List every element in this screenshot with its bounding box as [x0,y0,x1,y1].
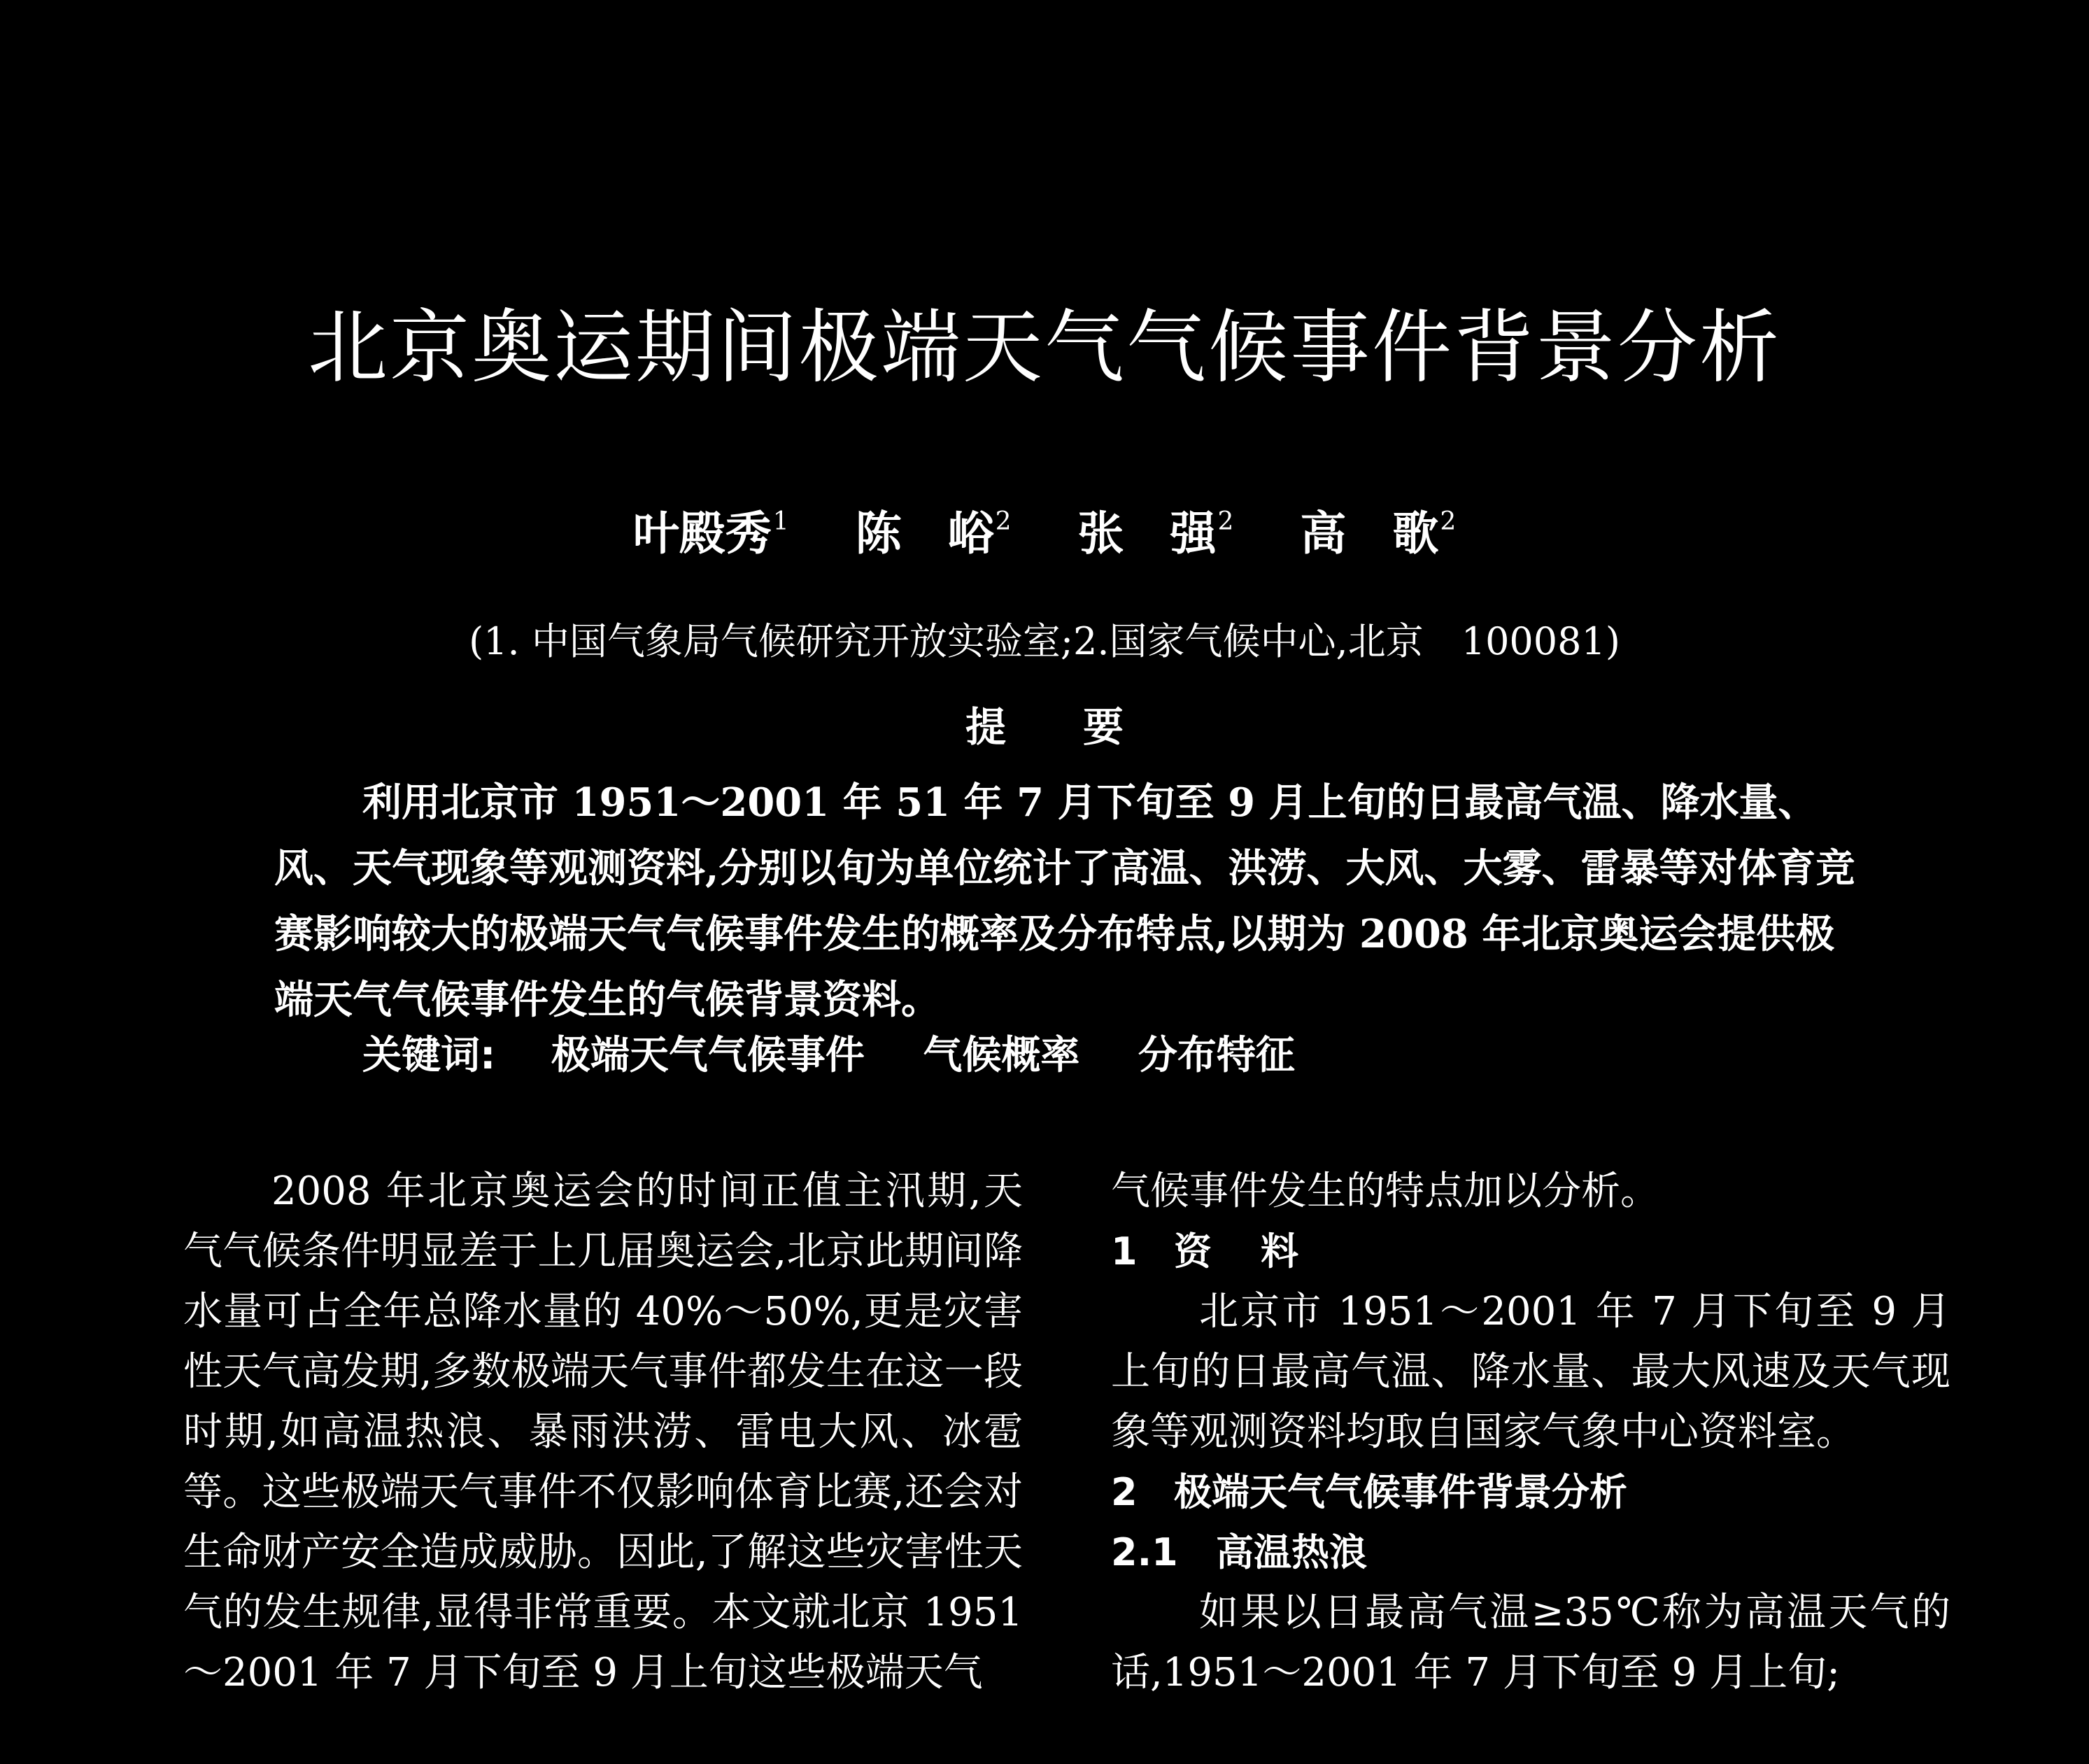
author: 叶殿秀$^1$ [632,506,789,560]
section-number: 2 [1111,1470,1138,1514]
section-title: 极端天气气候事件背景分析 [1174,1470,1627,1514]
author: 张 强$^2$ [1077,506,1234,560]
paper-title: 北京奥运期间极端天气气候事件背景分析 [307,301,1781,394]
subsection-heading [1111,1523,1950,1583]
body-column-right [1111,1162,1950,1703]
author: 陈 峪$^2$ [855,506,1012,560]
section-number: 1 [1111,1229,1138,1273]
subsection-number: 2.1 [1111,1530,1178,1574]
keywords-label: 关键词: [362,1033,496,1078]
section-title: 资料 [1174,1229,1347,1273]
abstract-text: 利用北京市 1951～2001 年 51 年 7 月下旬至 9 月上旬的日最高气温、降水量、风、天气现象等观测资料,分别以旬为单位统计了高温、洪涝、大风、大雾、雷暴等对体育竞赛影响较大的极端天气气候事件发生的概率及分布特点,以期为 2008 年北京奥运会提供极端天气气候事件发生的气候背景资料。 [274,779,1855,1023]
keyword: 极端天气气候事件 [551,1032,865,1078]
affiliation: (1. 中国气象局气候研究开放实验室;2.国家气候中心,北京 100081) [469,619,1620,663]
section-heading [1111,1462,1950,1523]
intro-paragraph: 2008 年北京奥运会的时间正值主汛期,天气气候条件明显差于上几届奥运会,北京此期间降水量可占全年总降水量的 40%～50%,更是灾害性天气高发期,多数极端天气事件都发生在这一段时期,如高温热浪、暴雨洪涝、雷电大风、冰雹等。这些极端天气事件不仅影响体育比赛,还会对生命财产安全造成威胁。因此,了解这些灾害性天气的发生规律,显得非常重要。本文就北京 1951～2001 年 7 月下旬至 9 月上旬这些极端天气 [183,1169,1023,1695]
body-column-left [183,1162,1023,1703]
author: 高 歌$^2$ [1300,506,1457,560]
section-paragraph: 北京市 1951～2001 年 7 月下旬至 9 月上旬的日最高气温、降水量、最大风速及天气现象等观测资料均取自国家气象中心资料室。 [1111,1289,1950,1455]
section-paragraph: 如果以日最高气温≥35℃称为高温天气的话,1951～2001 年 7 月下旬至 9 月上旬; [1111,1590,1950,1695]
keyword: 分布特征 [1138,1032,1295,1078]
keywords [362,1032,1340,1078]
abstract-heading: 提要 [965,703,1201,751]
author-list [0,506,2089,560]
intro-continuation: 气候事件发生的特点加以分析。 [1111,1169,1659,1214]
section-heading [1111,1222,1950,1282]
keyword: 气候概率 [923,1032,1080,1078]
subsection-title: 高温热浪 [1216,1530,1367,1574]
